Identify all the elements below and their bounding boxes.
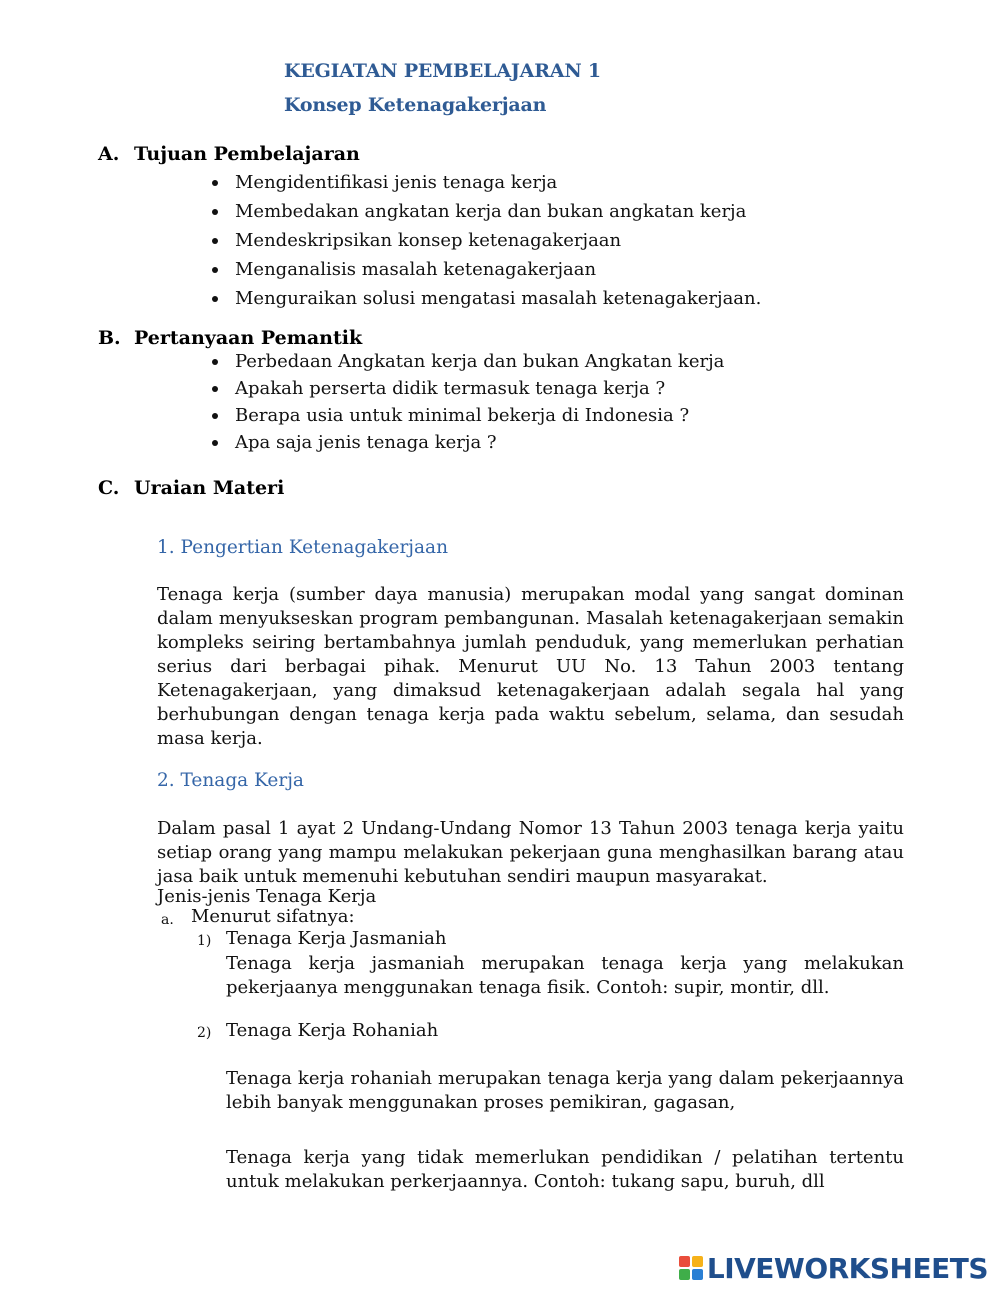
list-item	[209, 171, 761, 200]
bullet-icon	[212, 386, 218, 392]
section-c-letter: C.	[98, 477, 120, 499]
list-item-text: Berapa usia untuk minimal bekerja di Indonesia ?	[235, 405, 690, 426]
section-b-title: Pertanyaan Pemantik	[134, 327, 363, 349]
bullet-icon	[212, 296, 218, 302]
logo-cubes-icon	[679, 1256, 703, 1280]
bullet-icon	[212, 238, 218, 244]
list-item	[209, 287, 761, 316]
subsection-1-heading: 1. Pengertian Ketenagakerjaan	[157, 537, 449, 558]
list-item-text: Perbedaan Angkatan kerja dan bukan Angkatan kerja	[235, 351, 725, 372]
list-item	[209, 431, 724, 458]
list-item-text: Menganalisis masalah ketenagakerjaan	[235, 259, 597, 280]
section-a-heading	[98, 143, 498, 169]
list-item-text: Membedakan angkatan kerja dan bukan angkatan kerja	[235, 201, 747, 222]
bullet-icon	[212, 267, 218, 273]
mental-worker-title: Tenaga Kerja Rohaniah	[226, 1020, 439, 1041]
list-item-text: Apakah perserta didik termasuk tenaga kerja ?	[235, 378, 666, 399]
list-item-text: Apa saja jenis tenaga kerja ?	[235, 432, 497, 453]
worker-types-label: Jenis-jenis Tenaga Kerja	[157, 886, 377, 907]
list-item	[209, 258, 761, 287]
by-nature-label: Menurut sifatnya:	[191, 906, 355, 927]
untrained-worker-text: Tenaga kerja yang tidak memerlukan pendidikan / pelatihan tertentu untuk melakukan perkerjaannya. Contoh: tukang sapu, buruh, dll	[226, 1147, 904, 1192]
list-item	[209, 229, 761, 258]
list-marker-a: a.	[161, 912, 174, 928]
section-c-heading	[98, 477, 498, 503]
physical-worker-text: Tenaga kerja jasmaniah merupakan tenaga kerja yang melakukan pekerjaanya menggunakan tenaga fisik. Contoh: supir, montir, dll.	[226, 953, 904, 998]
mental-worker-text: Tenaga kerja rohaniah merupakan tenaga kerja yang dalam pekerjaannya lebih banyak menggunakan proses pemikiran, gagasan,	[226, 1068, 904, 1113]
learning-goals-list	[209, 171, 761, 316]
subsection-2-heading: 2. Tenaga Kerja	[157, 770, 304, 791]
page-subtitle: Konsep Ketenagakerjaan	[284, 94, 547, 116]
bullet-icon	[212, 180, 218, 186]
logo-text: LIVEWORKSHEETS	[706, 1251, 988, 1285]
list-item	[209, 377, 724, 404]
page-title: KEGIATAN PEMBELAJARAN 1	[284, 60, 601, 82]
bullet-icon	[212, 413, 218, 419]
section-a-title: Tujuan Pembelajaran	[134, 143, 360, 165]
guiding-questions-list	[209, 350, 724, 458]
physical-worker-title: Tenaga Kerja Jasmaniah	[226, 928, 447, 949]
list-item-text: Mengidentifikasi jenis tenaga kerja	[235, 172, 558, 193]
list-item	[209, 350, 724, 377]
liveworksheets-logo	[679, 1252, 988, 1284]
list-item-text: Menguraikan solusi mengatasi masalah ketenagakerjaan.	[235, 288, 762, 309]
section-a-letter: A.	[98, 143, 120, 165]
bullet-icon	[212, 359, 218, 365]
bullet-icon	[212, 209, 218, 215]
bullet-icon	[212, 440, 218, 446]
list-item	[209, 200, 761, 229]
list-item-text: Mendeskripsikan konsep ketenagakerjaan	[235, 230, 622, 251]
list-marker-2: 2)	[197, 1025, 212, 1041]
subsection-2-paragraph: Dalam pasal 1 ayat 2 Undang-Undang Nomor 13 Tahun 2003 tenaga kerja yaitu setiap orang yang mampu melakukan pekerjaan guna menghasilkan barang atau jasa baik untuk memenuhi kebutuhan sendiri maupun masyarakat.	[157, 818, 904, 887]
subsection-1-paragraph: Tenaga kerja (sumber daya manusia) merupakan modal yang sangat dominan dalam menyukseskan program pembangunan. Masalah ketenagakerjaan semakin kompleks seiring bertambahnya jumlah penduduk, yang memerlukan perhatian serius dari berbagai pihak. Menurut UU No. 13 Tahun 2003 tentang Ketenagakerjaan, yang dimaksud ketenagakerjaan adalah segala hal yang berhubungan dengan tenaga kerja pada waktu sebelum, selama, dan sesudah masa kerja.	[157, 584, 904, 749]
list-marker-1: 1)	[197, 933, 212, 949]
section-b-letter: B.	[98, 327, 121, 349]
section-c-title: Uraian Materi	[134, 477, 285, 499]
list-item	[209, 404, 724, 431]
